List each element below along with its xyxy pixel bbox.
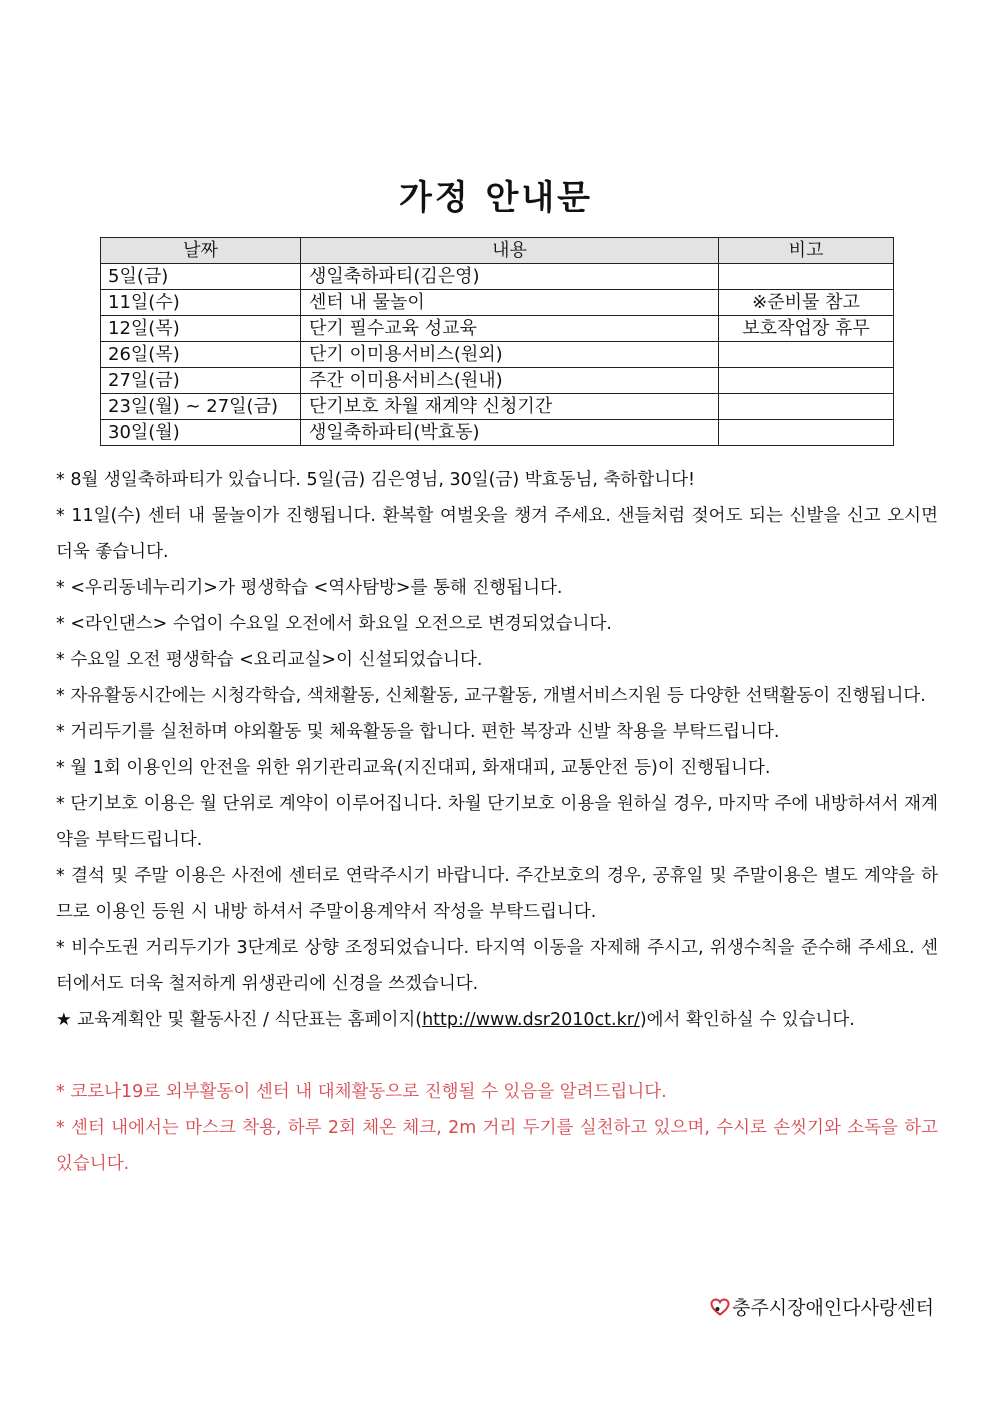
row-note — [719, 420, 894, 446]
notice-item: * 거리두기를 실천하며 야외활동 및 체육활동을 합니다. 편한 복장과 신발 착용을 부탁드립니다. — [56, 722, 780, 742]
row-note: ※준비물 참고 — [719, 290, 894, 316]
header-note: 비고 — [719, 238, 894, 264]
table-row — [101, 316, 894, 342]
row-note: 보호작업장 휴무 — [719, 316, 894, 342]
table-row — [101, 394, 894, 420]
homepage-notice — [56, 1002, 938, 1038]
covid-notice: * 센터 내에서는 마스크 착용, 하루 2회 체온 체크, 2m 거리 두기를 실천하고 있으며, 수시로 손씻기와 소독을 하고 있습니다. — [56, 1118, 938, 1174]
table-row — [101, 290, 894, 316]
row-date: 12일(목) — [101, 316, 301, 342]
row-note — [719, 264, 894, 290]
notice-item: * <우리동네누리기>가 평생학습 <역사탐방>를 통해 진행됩니다. — [56, 578, 563, 598]
notice-item: * 비수도권 거리두기가 3단계로 상향 조정되었습니다. 타지역 이동을 자제해 주시고, 위생수칙을 준수해 주세요. 센터에서도 더욱 철저하게 위생관리에 신경을 쓰겠습니다. — [56, 938, 938, 994]
row-date: 5일(금) — [101, 264, 301, 290]
table-row — [101, 368, 894, 394]
row-content: 단기 이미용서비스(원외) — [301, 342, 719, 368]
page-title: 가정 안내문 — [398, 178, 594, 218]
notice-item: * 11일(수) 센터 내 물놀이가 진행됩니다. 환복할 여벌옷을 챙겨 주세요. 샌들처럼 젖어도 되는 신발을 신고 오시면 더욱 좋습니다. — [56, 506, 938, 562]
row-content: 단기 필수교육 성교육 — [301, 316, 719, 342]
notice-item: * 8월 생일축하파티가 있습니다. 5일(금) 김은영님, 30일(금) 박효동님, 축하합니다! — [56, 470, 696, 490]
row-date: 23일(월) ~ 27일(금) — [101, 394, 301, 420]
table-row — [101, 342, 894, 368]
homepage-link[interactable]: http://www.dsr2010ct.kr/ — [422, 1010, 640, 1030]
homepage-text-after: )에서 확인하실 수 있습니다. — [639, 1010, 855, 1030]
row-content: 주간 이미용서비스(원내) — [301, 368, 719, 394]
notice-item: * 수요일 오전 평생학습 <요리교실>이 신설되었습니다. — [56, 650, 483, 670]
footer-organization — [710, 1293, 934, 1320]
row-content: 생일축하파티(김은영) — [301, 264, 719, 290]
row-date: 27일(금) — [101, 368, 301, 394]
row-note — [719, 342, 894, 368]
row-note — [719, 394, 894, 420]
notice-item: * <라인댄스> 수업이 수요일 오전에서 화요일 오전으로 변경되었습니다. — [56, 614, 612, 634]
row-content: 생일축하파티(박효동) — [301, 420, 719, 446]
row-date: 30일(월) — [101, 420, 301, 446]
row-content: 단기보호 차월 재계약 신청기간 — [301, 394, 719, 420]
heart-logo-icon — [710, 1297, 730, 1317]
row-date: 11일(수) — [101, 290, 301, 316]
table-row — [101, 264, 894, 290]
organization-name: 충주시장애인다사랑센터 — [732, 1297, 934, 1319]
notice-list — [56, 462, 938, 1182]
schedule-table — [100, 237, 894, 446]
notice-item: * 월 1회 이용인의 안전을 위한 위기관리교육(지진대피, 화재대피, 교통안전 등)이 진행됩니다. — [56, 758, 771, 778]
homepage-text-before: ★ 교육계획안 및 활동사진 / 식단표는 홈페이지( — [56, 1010, 423, 1030]
notice-item: * 단기보호 이용은 월 단위로 계약이 이루어집니다. 차월 단기보호 이용을 원하실 경우, 마지막 주에 내방하셔서 재계약을 부탁드립니다. — [56, 794, 938, 850]
table-row — [101, 420, 894, 446]
header-content: 내용 — [301, 238, 719, 264]
covid-notice: * 코로나19로 외부활동이 센터 내 대체활동으로 진행될 수 있음을 알려드립니다. — [56, 1082, 667, 1102]
row-note — [719, 368, 894, 394]
notice-item: * 결석 및 주말 이용은 사전에 센터로 연락주시기 바랍니다. 주간보호의 경우, 공휴일 및 주말이용은 별도 계약을 하므로 이용인 등원 시 내방 하셔서 주말이용계약서 작성을 부탁드립니다. — [56, 866, 938, 922]
row-content: 센터 내 물놀이 — [301, 290, 719, 316]
row-date: 26일(목) — [101, 342, 301, 368]
header-date: 날짜 — [101, 238, 301, 264]
notice-item: * 자유활동시간에는 시청각학습, 색채활동, 신체활동, 교구활동, 개별서비스지원 등 다양한 선택활동이 진행됩니다. — [56, 686, 926, 706]
table-header-row — [101, 238, 894, 264]
